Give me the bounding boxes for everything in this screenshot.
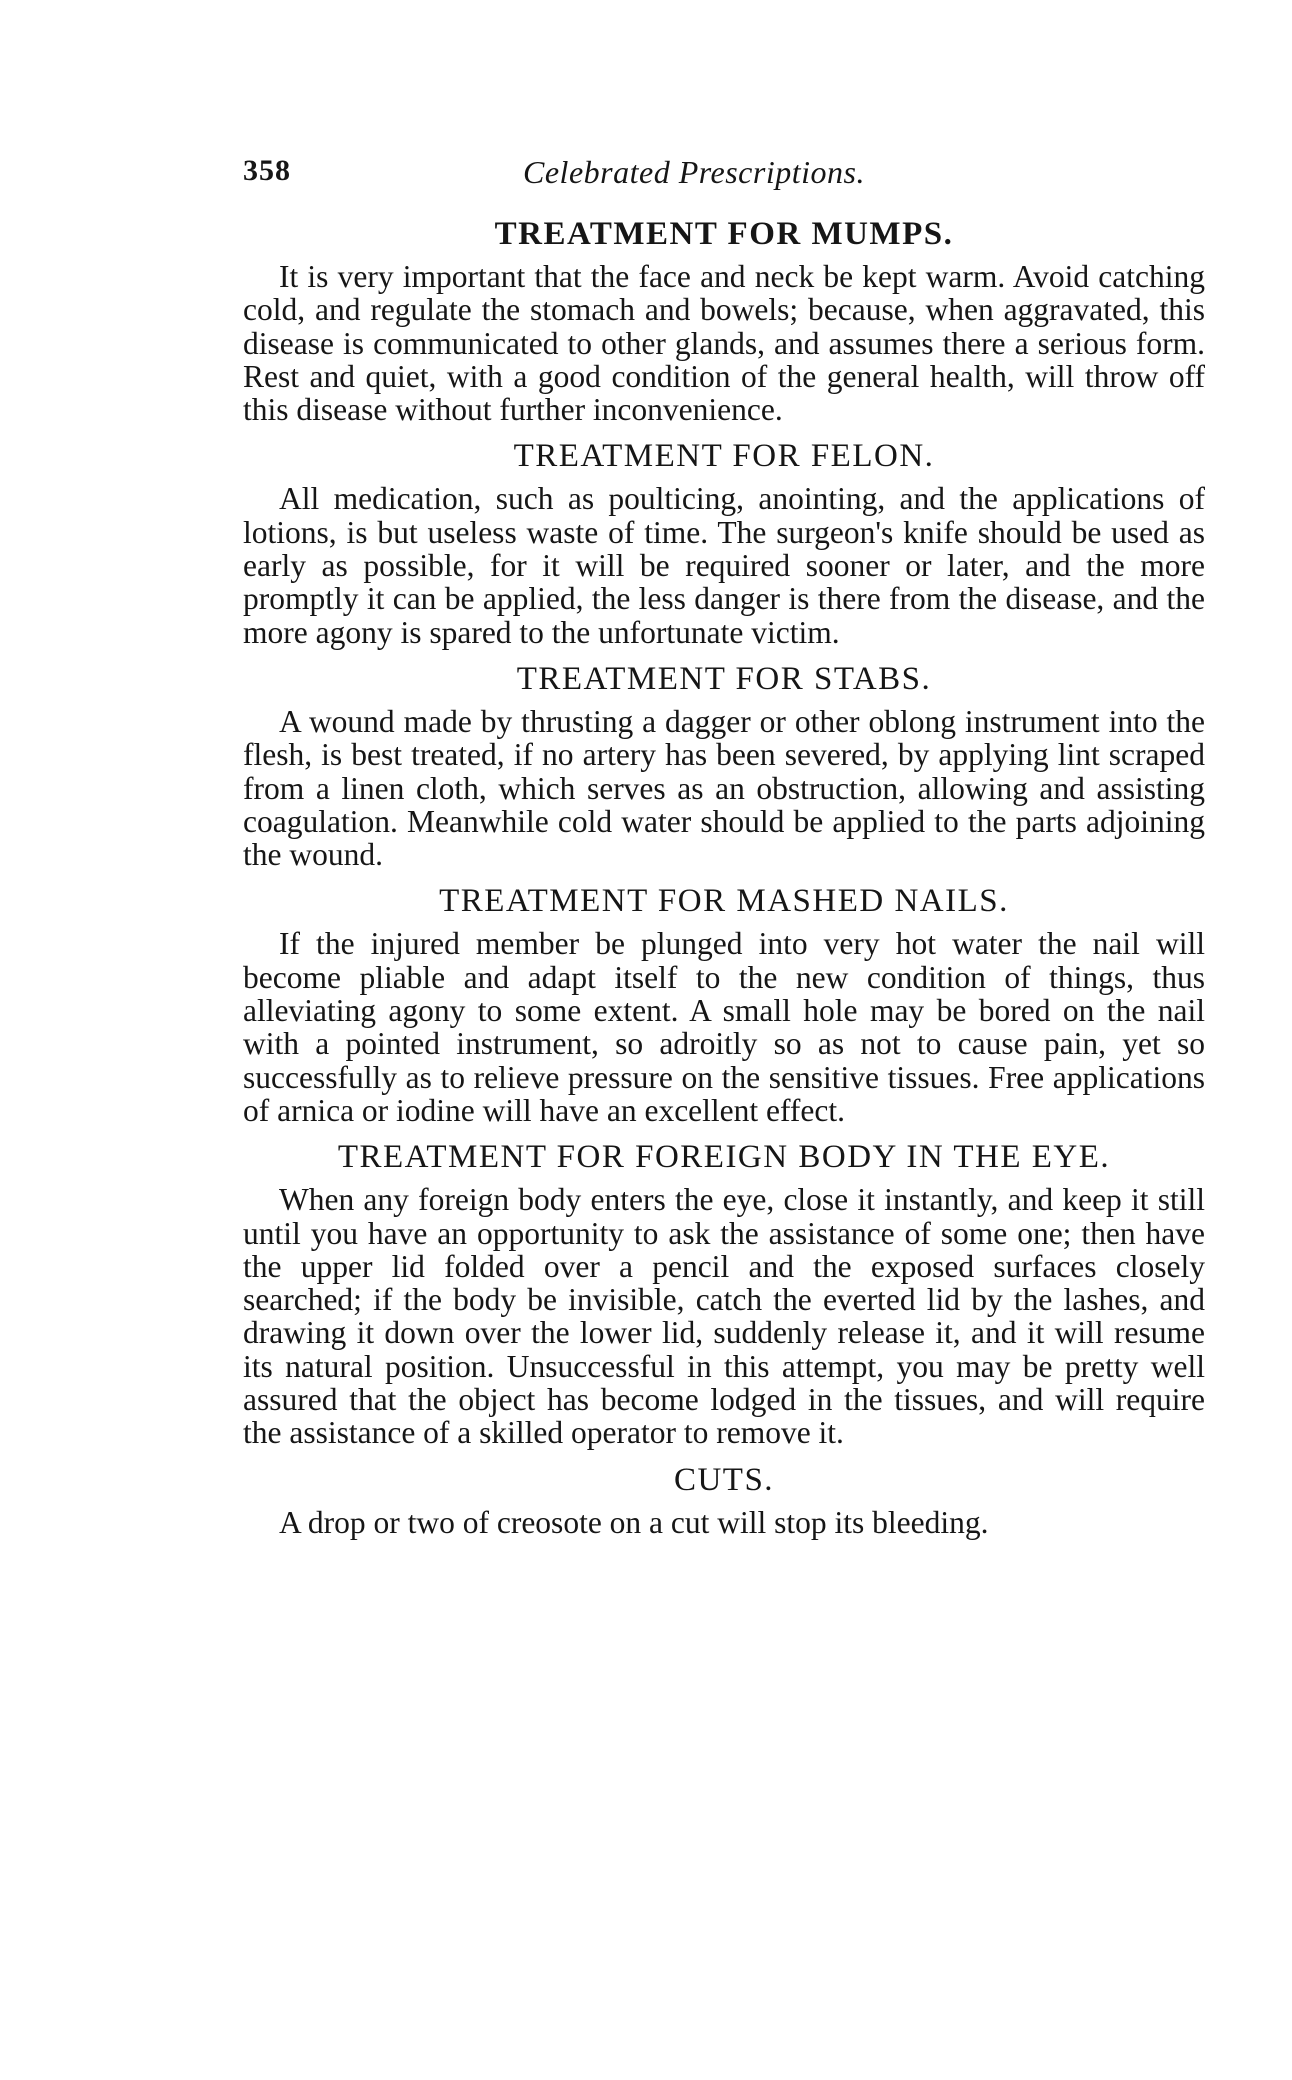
section-heading: TREATMENT FOR FOREIGN BODY IN THE EYE. bbox=[337, 1139, 1111, 1176]
page-number: 358 bbox=[243, 154, 291, 187]
section-cuts bbox=[243, 1460, 1205, 1539]
section-body: A wound made by thrusting a dagger or other oblong instrument into the flesh, is best treated, if no artery has been severed, by applying lint scraped from a linen cloth, which serves as an obstruction, allowing and assisting coagulation. Meanwhile cold water should be applied to the parts adjoining the wound. bbox=[243, 703, 1205, 873]
section-body: It is very important that the face and neck be kept warm. Avoid catching cold, and regulate the stomach and bowels; because, when aggravated, this disease is communicated to other glands, and assumes there a serious form. Rest and quiet, with a good condition of the general health, will throw off this disease without further inconvenience. bbox=[243, 259, 1205, 428]
section-felon bbox=[243, 436, 1205, 648]
section-heading: TREATMENT FOR FELON. bbox=[513, 438, 935, 475]
section-foreign-body-eye bbox=[243, 1137, 1205, 1449]
section-heading: TREATMENT FOR MASHED NAILS. bbox=[439, 883, 1009, 920]
section-body: When any foreign body enters the eye, close it instantly, and keep it still until you have an opportunity to ask the assistance of some one; then have the upper lid folded over a pencil and the exposed surfaces closely searched; if the body be invisible, catch the everted lid by the lashes, and drawing it down over the lower lid, suddenly release it, and it will resume its natural position. Unsuccessful in this attempt, you may be pretty well assured that the object has become lodged in the tissues, and will require the assistance of a skilled operator to remove it. bbox=[243, 1182, 1205, 1451]
section-heading: TREATMENT FOR MUMPS. bbox=[494, 216, 954, 252]
section-mashed-nails bbox=[243, 881, 1205, 1127]
section-stabs bbox=[243, 659, 1205, 871]
section-body: A drop or two of creosote on a cut will stop its bleeding. bbox=[279, 1504, 989, 1540]
section-heading: TREATMENT FOR STABS. bbox=[516, 660, 932, 697]
section-body: If the injured member be plunged into very hot water the nail will become pliable and adapt itself to the new condition of things, thus alleviating agony to some extent. A small hole may be bored on the nail with a pointed instrument, so adroitly so as not to cause pain, yet so successfully as to relieve pressure on the sensitive tissues. Free applications of arnica or iodine will have an excellent effect. bbox=[243, 926, 1205, 1128]
book-page bbox=[243, 150, 1205, 1549]
section-mumps bbox=[243, 214, 1205, 426]
section-heading: CUTS. bbox=[673, 1461, 775, 1498]
running-title: Celebrated Prescriptions. bbox=[523, 154, 865, 190]
section-body: All medication, such as poulticing, anointing, and the applications of lotions, is but useless waste of time. The surgeon's knife should be used as early as possible, for it will be required sooner or later, and the more promptly it can be applied, the less danger is there from the disease, and the more agony is spared to the unfortunate victim. bbox=[243, 481, 1205, 650]
running-header bbox=[243, 150, 1205, 200]
